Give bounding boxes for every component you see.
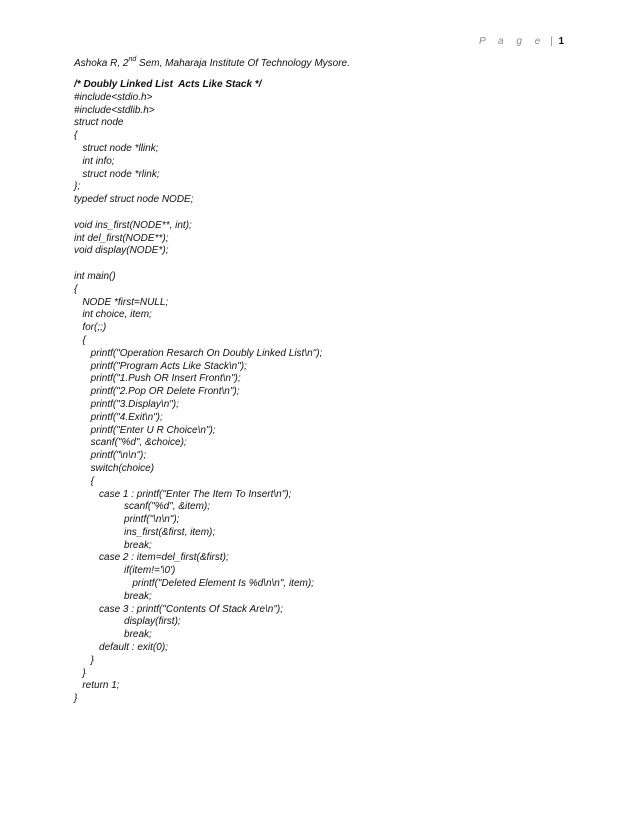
code-line: printf("4.Exit\n"); [74, 411, 163, 423]
code-line: typedef struct node NODE; [74, 194, 194, 206]
code-line: { [74, 283, 78, 295]
code-line: switch(choice) [74, 462, 155, 474]
code-line: int info; [74, 155, 115, 167]
code-line: int del_first(NODE**); [74, 232, 169, 244]
code-line: case 3 : printf("Contents Of Stack Are\n"); [74, 603, 284, 615]
page-word: P a g e [478, 36, 546, 47]
code-line: int choice, item; [74, 309, 152, 321]
semester-superscript: nd [128, 56, 137, 63]
author-institute: Sem, Maharaja Institute Of Technology Mysore. [136, 58, 350, 69]
author-name: Ashoka R, 2 [74, 58, 129, 69]
code-line: struct node *rlink; [74, 168, 160, 180]
code-line: struct node [74, 117, 124, 129]
code-listing [74, 79, 574, 706]
code-line: printf("\n\n"); [74, 514, 180, 526]
code-line: void ins_first(NODE**, int); [74, 219, 192, 231]
code-line: return 1; [74, 680, 120, 692]
page-separator: | [550, 36, 553, 47]
page-number-value: 1 [558, 36, 564, 47]
code-line: } [74, 654, 95, 666]
code-line [74, 258, 574, 271]
code-line: for(;;) [74, 322, 107, 334]
code-line: NODE *first=NULL; [74, 296, 169, 308]
code-line: scanf("%d", &choice); [74, 437, 187, 449]
code-line: break; [74, 539, 152, 551]
code-line: struct node *llink; [74, 142, 159, 154]
code-line: case 1 : printf("Enter The Item To Insert\n"); [74, 488, 292, 500]
author-header [74, 56, 350, 69]
code-line: default : exit(0); [74, 642, 168, 654]
code-line: printf("Program Acts Like Stack\n"); [74, 360, 247, 372]
code-line: scanf("%d", &item); [74, 501, 211, 513]
code-line: printf("1.Push OR Insert Front\n"); [74, 373, 241, 385]
code-line: void display(NODE*); [74, 245, 169, 257]
code-line: }; [74, 181, 81, 193]
code-line: ins_first(&first, item); [74, 526, 216, 538]
code-line: case 2 : item=del_first(&first); [74, 552, 229, 564]
code-line: { [74, 130, 78, 142]
code-line: } [74, 693, 78, 705]
code-line: printf("Operation Resarch On Doubly Linked List\n"); [74, 347, 323, 359]
code-line: break; [74, 590, 152, 602]
code-line: printf("Deleted Element Is %d\n\n", item); [74, 578, 314, 590]
code-line: #include<stdlib.h> [74, 104, 155, 116]
code-line: break; [74, 629, 152, 641]
code-line: { [74, 334, 86, 346]
code-line [74, 207, 574, 220]
code-line: display(first); [74, 616, 181, 628]
code-line: int main() [74, 270, 116, 282]
code-line: if(item!='\0') [74, 565, 176, 577]
page-number [479, 36, 564, 47]
code-line: printf("3.Display\n"); [74, 398, 179, 410]
code-line: #include<stdio.h> [74, 91, 153, 103]
code-line: printf("\n\n"); [74, 450, 147, 462]
code-title-comment: /* Doubly Linked List Acts Like Stack */ [74, 79, 262, 90]
code-line: { [74, 475, 95, 487]
code-line: printf("Enter U R Choice\n"); [74, 424, 216, 436]
code-line: } [74, 667, 86, 679]
code-line: printf("2.Pop OR Delete Front\n"); [74, 386, 240, 398]
